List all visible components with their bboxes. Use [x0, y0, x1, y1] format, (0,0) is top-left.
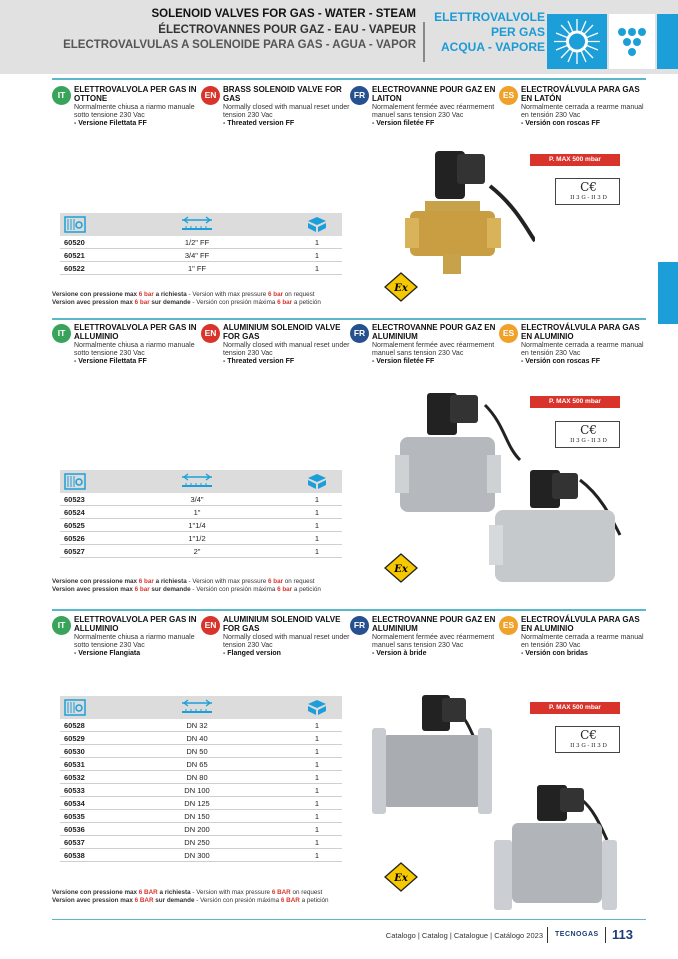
product-table — [60, 213, 342, 275]
lang-desc: Normally closed with manual reset under tension 230 Vac — [223, 104, 350, 119]
header-right-3: ACQUA - VAPORE — [440, 40, 545, 54]
brand-name: TECNOGAS — [555, 931, 599, 938]
lang-version: - Version filetée FF — [372, 358, 435, 365]
table-row: 60533 DN 100 1 — [60, 784, 342, 797]
table-header — [60, 696, 342, 719]
lang-version: - Version à bride — [372, 650, 427, 657]
lang-desc: Normalmente cerrada a rearme manual en tensión 230 Vac — [521, 634, 644, 649]
lang-title: ELECTROVÁLVULA PARA GAS EN LATÓN — [521, 85, 640, 103]
table-row: 60525 1"1/4 1 — [60, 519, 342, 532]
lang-desc: Normalmente chiusa a riarmo manuale sotto tensione 230 Vac — [74, 634, 195, 649]
lang-title: ALUMINIUM SOLENOID VALVE FOR GAS — [223, 323, 341, 341]
lang-title: ELECTROVÁLVULA PARA GAS EN ALUMINIO — [521, 323, 640, 341]
table-row: 60521 3/4" FF 1 — [60, 249, 342, 262]
lang-desc: Normalmente cerrada a rearme manual en tensión 230 Vac — [521, 104, 644, 119]
sun-logo-icon — [547, 14, 607, 69]
svg-text:Ex: Ex — [394, 564, 408, 575]
lang-flag: FR — [350, 324, 369, 343]
header-line-3: ELECTROVALVULAS A SOLENOIDE PARA GAS - AGUA - VAPOR — [63, 39, 416, 51]
table-row: 60528 DN 32 1 — [60, 719, 342, 732]
packaging-column-icon — [306, 216, 328, 233]
lang-flag: ES — [499, 616, 518, 635]
page-number: 113 — [612, 927, 633, 942]
size-column-icon — [180, 216, 214, 233]
ce-mark-icon: C€ II 3 G - II 3 D — [555, 726, 620, 753]
table-row: 60538 DN 300 1 — [60, 849, 342, 862]
table-header — [60, 213, 342, 236]
lang-title: ELETTROVALVOLA PER GAS IN ALLUMINIO — [74, 615, 197, 633]
lang-desc: Normalement fermée avec réarmement manuel sans tension 230 Vac — [372, 634, 495, 649]
lang-flag: FR — [350, 86, 369, 105]
lang-desc: Normalmente chiusa a riarmo manuale sotto tensione 230 Vac — [74, 342, 195, 357]
table-row: 60531 DN 65 1 — [60, 758, 342, 771]
lang-flag: ES — [499, 86, 518, 105]
lang-flag: IT — [52, 86, 71, 105]
pressure-note: Versione con pressione max 6 bar a richiesta - Version with max pressure 6 bar on request Version avec pression max 6 bar sur demande - Versión con presión máxima 6 bar a petición — [52, 578, 321, 593]
code-column-icon — [64, 699, 86, 716]
lang-desc: Normalement fermée avec réarmement manuel sans tension 230 Vac — [372, 342, 495, 357]
pressure-note: Versione con pressione max 6 bar a richiesta - Version with max pressure 6 bar on request Version avec pression max 6 bar sur demande - Versión con presión máxima 6 bar a petición — [52, 291, 321, 306]
pressure-note: Versione con pressione max 6 BAR a richiesta - Version with max pressure 6 BAR on request Version avec pression max 6 BAR sur demande - Versión con presión máxima 6 BAR a petición — [52, 889, 329, 904]
catalog-label: Catalogo | Catalog | Catalogue | Catálogo 2023 — [385, 931, 543, 940]
lang-title: ALUMINIUM SOLENOID VALVE FOR GAS — [223, 615, 341, 633]
lang-flag: IT — [52, 324, 71, 343]
header-right-1: ELETTROVALVOLE — [434, 10, 545, 24]
packaging-column-icon — [306, 699, 328, 716]
section-divider — [52, 318, 646, 320]
product-table — [60, 470, 342, 558]
pressure-badge: P. MAX 500 mbar — [530, 154, 620, 166]
table-row: 60527 2" 1 — [60, 545, 342, 558]
table-row: 60537 DN 250 1 — [60, 836, 342, 849]
aluminium-valve-image — [395, 385, 625, 585]
lang-title: ELECTROVANNE POUR GAZ EN ALUMINIUM — [372, 323, 496, 341]
header-line-2: ÉLECTROVANNES POUR GAZ - EAU - VAPEUR — [158, 24, 416, 36]
lang-title: ELETTROVALVOLA PER GAS IN ALLUMINIO — [74, 323, 197, 341]
table-row: 60535 DN 150 1 — [60, 810, 342, 823]
lang-desc: Normalmente chiusa a riarmo manuale sotto tensione 230 Vac — [74, 104, 195, 119]
table-row: 60536 DN 200 1 — [60, 823, 342, 836]
lang-flag: FR — [350, 616, 369, 635]
lang-title: BRASS SOLENOID VALVE FOR GAS — [223, 85, 342, 103]
size-column-icon — [180, 699, 214, 716]
lang-version: - Versión con roscas FF — [521, 120, 600, 127]
lang-version: - Versione Flangiata — [74, 650, 141, 657]
size-column-icon — [180, 473, 214, 490]
packaging-column-icon — [306, 473, 328, 490]
table-row: 60526 1"1/2 1 — [60, 532, 342, 545]
lang-desc: Normalmente cerrada a rearme manual en tensión 230 Vac — [521, 342, 644, 357]
footer-separator — [605, 927, 606, 943]
svg-text:Ex: Ex — [394, 873, 408, 884]
table-header — [60, 470, 342, 493]
lang-version: - Threated version FF — [223, 120, 295, 127]
atex-ex-icon — [384, 272, 418, 302]
header-tab — [657, 14, 678, 69]
pressure-badge: P. MAX 500 mbar — [530, 702, 620, 714]
lang-flag: EN — [201, 324, 220, 343]
table-row: 60522 1" FF 1 — [60, 262, 342, 275]
pressure-badge: P. MAX 500 mbar — [530, 396, 620, 408]
ce-mark-icon: C€ II 3 G - II 3 D — [555, 178, 620, 205]
dots-logo-icon — [609, 14, 655, 69]
flanged-valve-image — [372, 690, 617, 915]
lang-version: - Versión con bridas — [521, 650, 588, 657]
lang-flag: EN — [201, 86, 220, 105]
footer-rule — [52, 919, 646, 920]
code-column-icon — [64, 473, 86, 490]
table-row: 60520 1/2" FF 1 — [60, 236, 342, 249]
lang-desc: Normally closed with manual reset under tension 230 Vac — [223, 342, 350, 357]
lang-title: ELECTROVÁLVULA PARA GAS EN ALUMINIO — [521, 615, 640, 633]
lang-version: - Flanged version — [223, 650, 281, 657]
table-row: 60523 3/4" 1 — [60, 493, 342, 506]
header-line-1: SOLENOID VALVES FOR GAS - WATER - STEAM — [151, 8, 416, 20]
lang-flag: EN — [201, 616, 220, 635]
header-divider — [423, 22, 425, 62]
header-right-2: PER GAS — [490, 25, 545, 39]
lang-version: - Versione Filettata FF — [74, 358, 147, 365]
table-row: 60534 DN 125 1 — [60, 797, 342, 810]
lang-title: ELETTROVALVOLA PER GAS IN OTTONE — [74, 85, 197, 103]
lang-desc: Normalement fermée avec réarmement manuel sans tension 230 Vac — [372, 104, 495, 119]
lang-flag: ES — [499, 324, 518, 343]
section-divider — [52, 609, 646, 611]
page-footer — [0, 925, 678, 949]
table-row: 60530 DN 50 1 — [60, 745, 342, 758]
lang-title: ELECTROVANNE POUR GAZ EN ALUMINIUM — [372, 615, 496, 633]
section-divider — [52, 78, 646, 80]
table-row: 60532 DN 80 1 — [60, 771, 342, 784]
lang-desc: Normally closed with manual reset under tension 230 Vac — [223, 634, 350, 649]
brass-valve-image — [395, 146, 535, 276]
product-table — [60, 696, 342, 862]
lang-version: - Threated version FF — [223, 358, 295, 365]
lang-version: - Versión con roscas FF — [521, 358, 600, 365]
footer-separator — [547, 927, 548, 943]
lang-flag: IT — [52, 616, 71, 635]
table-row: 60524 1" 1 — [60, 506, 342, 519]
side-tab — [658, 262, 678, 324]
code-column-icon — [64, 216, 86, 233]
lang-version: - Version filetée FF — [372, 120, 435, 127]
lang-title: ELECTROVANNE POUR GAZ EN LAITON — [372, 85, 496, 103]
ce-mark-icon: C€ II 3 G - II 3 D — [555, 421, 620, 448]
lang-version: - Versione Filettata FF — [74, 120, 147, 127]
svg-text:Ex: Ex — [394, 283, 408, 294]
table-row: 60529 DN 40 1 — [60, 732, 342, 745]
